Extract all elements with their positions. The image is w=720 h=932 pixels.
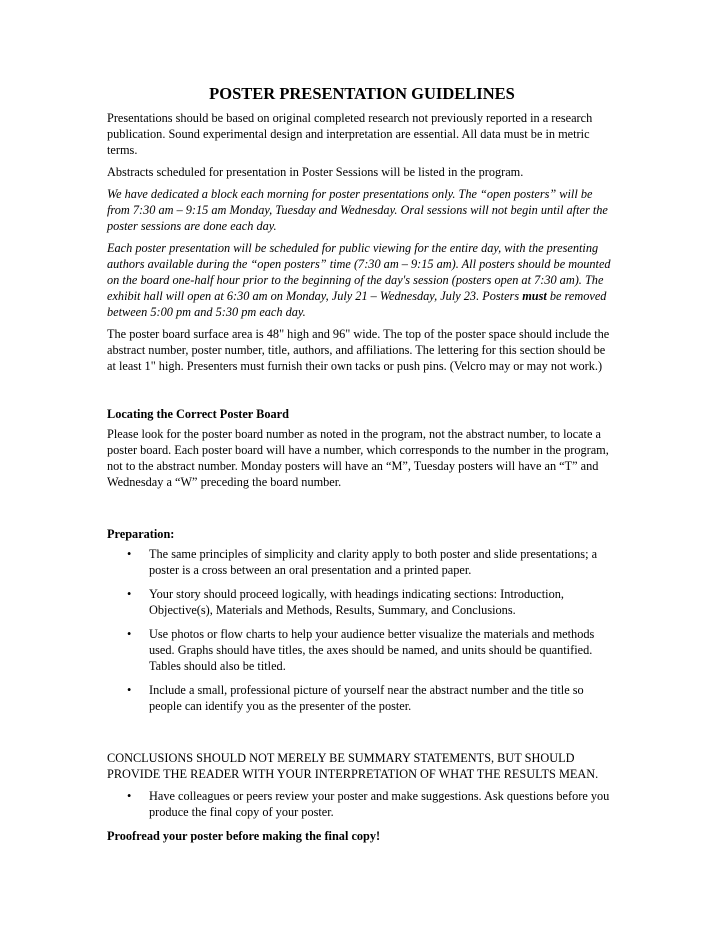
list-item-text: The same principles of simplicity and clarity apply to both poster and slide presentations; a poster is a cross between an oral presentation and a printed paper. [149,547,598,577]
block-paragraph: We have dedicated a block each morning for poster presentations only. The “open posters” will be from 7:30 am – 9:15 am Monday, Tuesday and Wednesday. Oral sessions will not begin until after the poster sessions are done each day. [107,187,608,233]
list-item [107,626,617,674]
locating-paragraph: Please look for the poster board number as noted in the program, not the abstract number, to locate a poster board. Each poster board will have a number, which corresponds to the number in the program, not to the abstract number. Monday posters will have an “M”, Tuesday posters will have an “T” and Wednesday a “W” preceding the board number. [107,427,609,489]
review-list [107,788,617,820]
spacer [107,380,617,406]
conclusions-paragraph: CONCLUSIONS SHOULD NOT MERELY BE SUMMARY STATEMENTS, BUT SHOULD PROVIDE THE READER WITH YOUR INTERPRETATION OF WHAT THE RESULTS MEAN. [107,751,599,781]
document-page [107,84,617,844]
bullet-icon: • [127,547,132,561]
list-item [107,546,617,578]
bullet-icon: • [127,587,132,601]
bullet-icon: • [127,789,132,803]
board-paragraph: The poster board surface area is 48" high and 96" wide. The top of the poster space should include the abstract number, poster number, title, authors, and affiliations. The lettering for this section should be at least 1" high. Presenters must furnish their own tacks or push pins. (Velcro may or may not work.) [107,327,610,373]
locating-heading: Locating the Correct Poster Board [107,407,289,421]
list-item [107,788,617,820]
list-item-text: Your story should proceed logically, with headings indicating sections: Introduction, Objective(s), Materials and Methods, Results, Summary, and Conclusions. [149,587,564,617]
spacer [107,722,617,750]
schedule-paragraph [107,240,617,320]
list-item [107,682,617,714]
list-item-text: Have colleagues or peers review your poster and make suggestions. Ask questions before you produce the final copy of your poster. [149,789,610,819]
list-item-text: Use photos or flow charts to help your audience better visualize the materials and methods used. Graphs should have titles, the axes should be named, and units should be quantified. Tables should also be titled. [149,627,595,673]
preparation-heading: Preparation: [107,527,175,541]
preparation-list [107,546,617,714]
list-item-text: Include a small, professional picture of yourself near the abstract number and the title so people can identify you as the presenter of the poster. [149,683,584,713]
schedule-text-after: be removed between 5:00 pm and 5:30 pm each day. [107,289,607,319]
schedule-text-before: Each poster presentation will be scheduled for public viewing for the entire day, with the presenting authors available during the “open posters” time (7:30 am – 9:15 am). All posters should be mounted on the board one-half hour prior to the beginning of the day's session (posters open at 7:30 am). The exhibit hall will open at 6:30 am on Monday, July 21 – Wednesday, July 23. Posters [107,241,611,303]
list-item [107,586,617,618]
schedule-emphasis: must [522,289,547,303]
spacer [107,496,617,526]
intro-paragraph: Presentations should be based on original completed research not previously reported in a research publication. Sound experimental design and interpretation are essential. All data must be in metric terms. [107,111,593,157]
bullet-icon: • [127,627,132,641]
bullet-icon: • [127,683,132,697]
abstracts-paragraph: Abstracts scheduled for presentation in Poster Sessions will be listed in the program. [107,165,524,179]
final-note: Proofread your poster before making the final copy! [107,829,381,843]
document-title: POSTER PRESENTATION GUIDELINES [209,84,515,103]
